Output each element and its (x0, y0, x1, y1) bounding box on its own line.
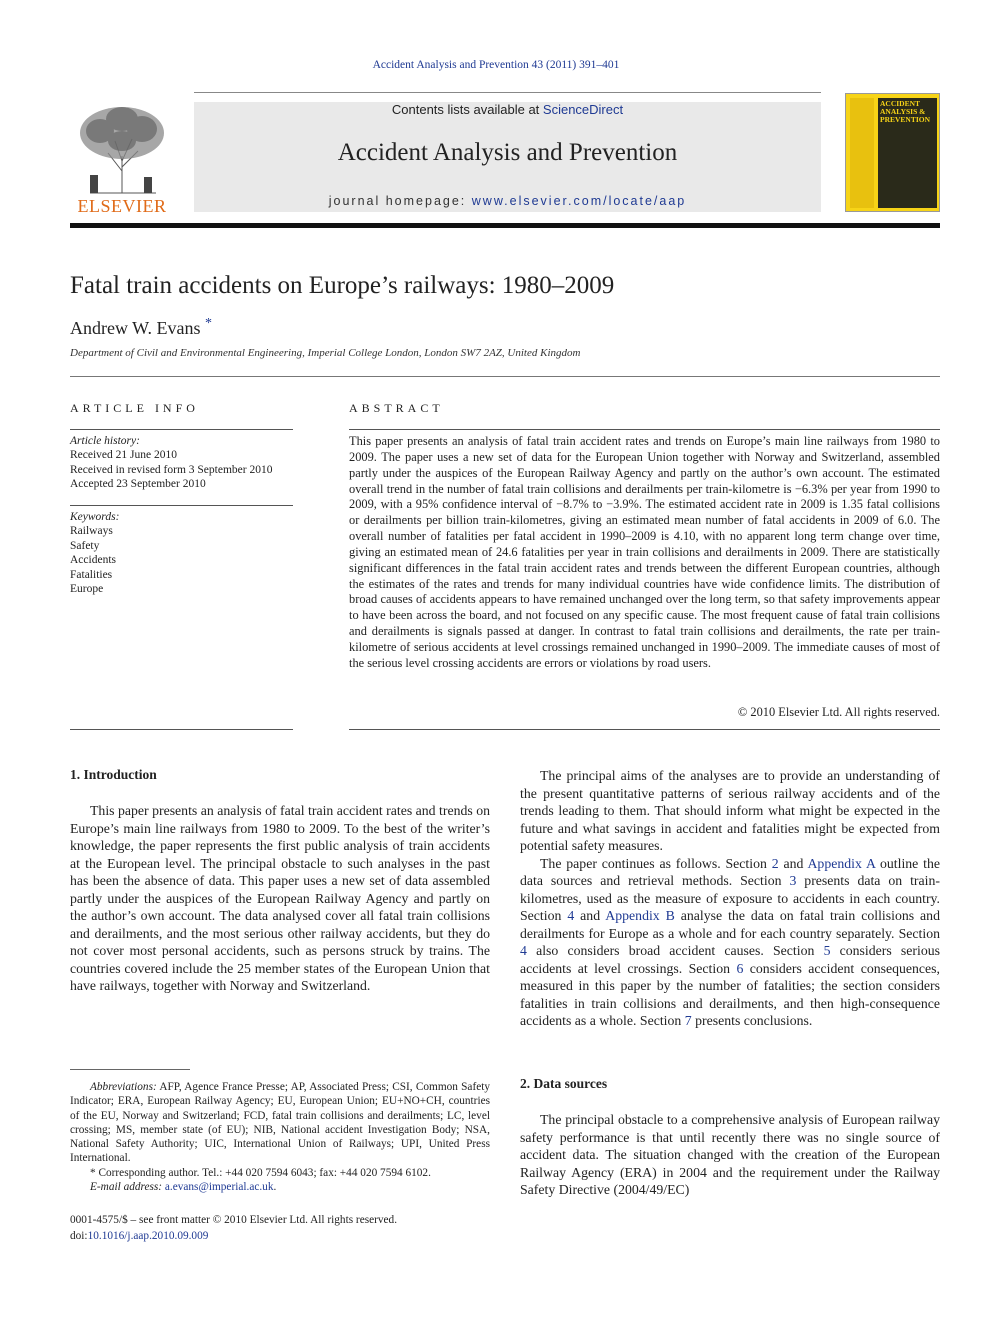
article-info-rule (70, 429, 293, 430)
text-run: and (574, 908, 606, 923)
keyword: Railways (70, 525, 113, 538)
title-divider (70, 376, 940, 377)
history-label: Article history: (70, 435, 140, 447)
corresponding-author-footnote: * Corresponding author. Tel.: +44 020 7594 6043; fax: +44 020 7594 6102. (90, 1166, 431, 1179)
homepage-link[interactable]: www.elsevier.com/locate/aap (471, 194, 687, 208)
journal-title: Accident Analysis and Prevention (337, 139, 678, 166)
author-name[interactable]: Andrew W. Evans (70, 318, 201, 338)
text-run: presents conclusions. (691, 1013, 813, 1028)
journal-homepage (194, 194, 821, 208)
issn-line: 0001-4575/$ – see front matter © 2010 Elsevier Ltd. All rights reserved. (70, 1214, 398, 1226)
section-7-link[interactable]: 7 (684, 1013, 692, 1028)
received-date: Received 21 June 2010 (70, 449, 177, 462)
section-3-link[interactable]: 3 (789, 873, 797, 888)
email-end: . (273, 1181, 277, 1194)
accepted-date: Accepted 23 September 2010 (70, 478, 206, 491)
elsevier-tree-icon (70, 101, 174, 197)
text-run: also considers broad accident causes. Section (526, 943, 824, 958)
doi-line (70, 1228, 397, 1244)
corresponding-author-mark[interactable]: * (204, 316, 212, 331)
keywords-block (70, 510, 300, 596)
text-run: The paper continues as follows. Section (540, 855, 772, 871)
intro-body (70, 802, 490, 995)
keywords-label: Keywords: (70, 511, 120, 523)
article-title: Fatal train accidents on Europe’s railways: 1980–2009 (70, 272, 615, 299)
abstract-bottom-rule (349, 729, 940, 730)
elsevier-logo (70, 101, 174, 217)
author-line (70, 316, 212, 339)
appendix-a-link[interactable]: Appendix A (807, 855, 876, 871)
contents-availability (194, 102, 821, 117)
doi-label: doi: (70, 1230, 88, 1242)
front-matter (70, 1212, 397, 1244)
email-footnote (70, 1180, 490, 1194)
abstract-heading: ABSTRACT (349, 401, 444, 415)
text-run: presents data on train-kilometres, used as the measure of exposure to accidents in each country. Section (520, 873, 940, 923)
abbreviations-text: AFP, Agence France Presse; AP, Associated Press; CSI, Common Safety Indicator; ERA, European Railway Agency; EU, European Union; EU+NO+CH, countries of the EU, Norway and Switzerland; FCD, fatal train collisions and derailments; LC, level crossing; MS, member state (of EU); NIB, National accident Investigation Body; NSA, National Safety Authority; UIC, International Union of Railways; UPI, United Press International. (70, 1081, 491, 1165)
journal-cover-thumbnail[interactable] (845, 93, 940, 212)
intro-paragraph: This paper presents an analysis of fatal train accident rates and trends on Europe’s main line railways from 1980 to 2009. To the best of the writer’s knowledge, the paper represents the first public analysis of train accidents at the European level. The principal obstacle to such analyses in the past has been the absence of data. This paper uses a new set of data assembled partly under the auspices of the European Railway Agency and partly on the author’s own account. The data analysed cover all fatal train collisions and derailments, and the most serious other railway accidents, but they do not cover most personal accidents, such as persons struck by trains. The countries covered include the 25 member states of the European Union that have railways, together with Norway and Switzerland. (70, 803, 490, 993)
text-run: considers serious accidents at level crossings. Section (520, 943, 940, 976)
text-run: and (778, 855, 808, 871)
abstract-text: This paper presents an analysis of fatal train accident rates and trends on Europe’s main line railways from 1980 to 2009. The paper uses a new set of data for the European Union together with Norway and Switzerland, assembled partly under the auspices of the European Railway Agency and partly on the author’s own account. The estimated overall trend in the number of fatal train collisions and derailments per train-kilometre is −6.3% per year from 1990 to 2009, with a 95% confidence interval of −8.7% to −3.9%. The estimated accident rate in 2009 is 1.35 fatal collisions or derailments per billion train-kilometres, giving an estimated mean number of fatal accidents in 2009 of 6.0. The overall number of fatalities per fatal accident in 1990–2009 is 4.10, with no apparent long term change over time, giving an estimated mean of 24.6 fatalities per year in train collisions and derailments in 2009. There are statistically significant differences in the fatal train accident rates and trends between the different European countries, although the estimates of the rates and trends for many individual countries have wide confidence limits. The distribution of broad causes of accidents appears to have remained unchanged over the long term, so that safety improvements appear to have been across the board, and not focused on any specific cause. The most frequent cause of fatal train collisions and derailments is signals passed at danger. In contrast to fatal train collisions and derailments, the rate per train-kilometre of serious accidents at level crossings remained unchanged in 1990–2009. The immediate causes of most of the serious level crossing accidents are errors or violations by road users. (349, 434, 940, 670)
section-1-heading: 1. Introduction (70, 767, 157, 782)
text-run: analyse the data on fatal train collisions and derailments for Europe as a whole and for each country separately. Section (520, 908, 940, 941)
homepage-prefix: journal homepage: (328, 194, 472, 208)
section-6-link[interactable]: 6 (736, 960, 744, 976)
cover-title: ACCIDENT ANALYSIS & PREVENTION (880, 99, 931, 124)
footnote-rule (70, 1069, 190, 1070)
keywords-rule (70, 505, 293, 506)
email-label: E-mail address: (90, 1181, 163, 1194)
doi-link[interactable]: 10.1016/j.aap.2010.09.009 (87, 1230, 209, 1242)
keyword: Accidents (70, 554, 116, 567)
journal-citation[interactable]: Accident Analysis and Prevention 43 (2011) 391–401 (372, 59, 620, 71)
cover-stripe (850, 98, 874, 208)
masthead-top-rule (194, 92, 821, 93)
email-link[interactable]: a.evans@imperial.ac.uk (164, 1181, 274, 1194)
section-2-heading: 2. Data sources (520, 1076, 608, 1091)
header-divider (70, 223, 940, 228)
keyword: Fatalities (70, 568, 113, 581)
publisher-name: ELSEVIER (77, 196, 167, 216)
section-4-link[interactable]: 4 (567, 908, 575, 923)
right-column-body (520, 767, 940, 1030)
section-5-link[interactable]: 5 (823, 943, 831, 958)
section-4-link[interactable]: 4 (520, 943, 527, 958)
appendix-b-link[interactable]: Appendix B (605, 908, 675, 923)
keyword: Safety (70, 539, 100, 552)
abbreviations-label: Abbreviations: (90, 1081, 157, 1093)
sciencedirect-link[interactable]: ScienceDirect (542, 102, 624, 117)
text-run: considers accident consequences, measured in this paper by the number of fatalities; the section considers fatalities in train collisions and derailments, and then high-consequence accidents as a whole. Section (520, 960, 940, 1028)
article-info-heading: ARTICLE INFO (70, 401, 199, 415)
article-history (70, 434, 300, 492)
section-2-link[interactable]: 2 (771, 855, 779, 871)
structure-paragraph (520, 855, 940, 1030)
keyword: Europe (70, 583, 104, 596)
abstract-rule (349, 429, 940, 430)
contents-prefix: Contents lists available at (391, 102, 543, 117)
footnotes (70, 1080, 490, 1194)
data-sources-paragraph: The principal obstacle to a comprehensive analysis of European railway safety performance is that until recently there was no single source of accident data. The situation changed with the creation of the European Railway Agency (ERA) in 2004 and the requirement under the Railway Safety Directive (2004/49/EC) (520, 1112, 940, 1197)
article-info-bottom-rule (70, 729, 293, 730)
abstract-copyright: © 2010 Elsevier Ltd. All rights reserved. (737, 705, 940, 719)
aims-paragraph: The principal aims of the analyses are to provide an understanding of the present quantitative patterns of serious railway accidents and of the trends leading to them. That should inform what might be expected in the future and what savings in accident and fatalities might be expected from potential safety measures. (520, 768, 940, 853)
text-run: outline the data sources and retrieval methods. Section (520, 855, 941, 888)
revised-date: Received in revised form 3 September 2010 (70, 463, 273, 476)
abbreviations-footnote (70, 1080, 490, 1166)
data-sources-body (520, 1111, 940, 1199)
author-affiliation: Department of Civil and Environmental Engineering, Imperial College London, London SW7 2AZ, United Kingdom (70, 347, 581, 359)
